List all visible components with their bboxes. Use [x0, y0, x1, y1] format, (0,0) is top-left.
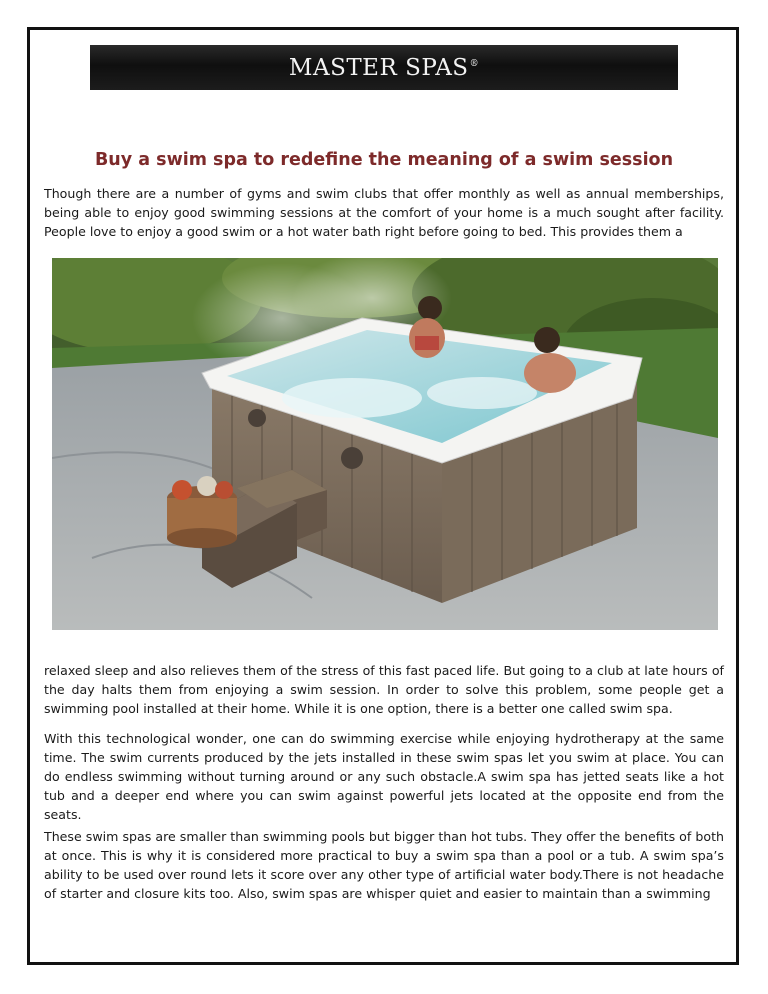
brand-logo-text: MASTER SPAS® — [288, 54, 480, 81]
paragraph-intro: Though there are a number of gyms and swim clubs that offer monthly as well as annual memberships, being able to enjoy good swimming sessions at the comfort of your home is a much sought after facility. People love to enjoy a good swim or a hot water bath right before going to bed. This provides them a — [44, 186, 724, 239]
master-spas-banner — [90, 45, 678, 90]
paragraph-continued: relaxed sleep and also relieves them of the stress of this fast paced life. But going to a club at late hours of the day halts them from enjoying a swim session. In order to solve this problem, some people get a swimming pool installed at their home. While it is one option, there is a better one called swim spa. — [44, 663, 724, 716]
paragraph-technology: With this technological wonder, one can do swimming exercise while enjoying hydrotherapy at the same time. The swim currents produced by the jets installed in these swim spas let you swim at place. You can do endless swimming without turning around or any such obstacle.A swim spa has jetted seats like a hot tub and a deeper end where you can swim against powerful jets located at the opposite end from the seats. — [44, 731, 724, 822]
paragraph-benefits: These swim spas are smaller than swimming pools but bigger than hot tubs. They offer the benefits of both at once. This is why it is considered more practical to buy a swim spa than a pool or a tub. A swim spa’s ability to be used over round lets it score over any other type of artificial water body.There is not headache of starter and closure kits too. Also, swim spas are whisper quiet and easier to maintain than a swimming — [44, 829, 724, 901]
page-title: Buy a swim spa to redefine the meaning of a swim session — [94, 150, 674, 170]
hot-tub-photo — [52, 258, 718, 630]
